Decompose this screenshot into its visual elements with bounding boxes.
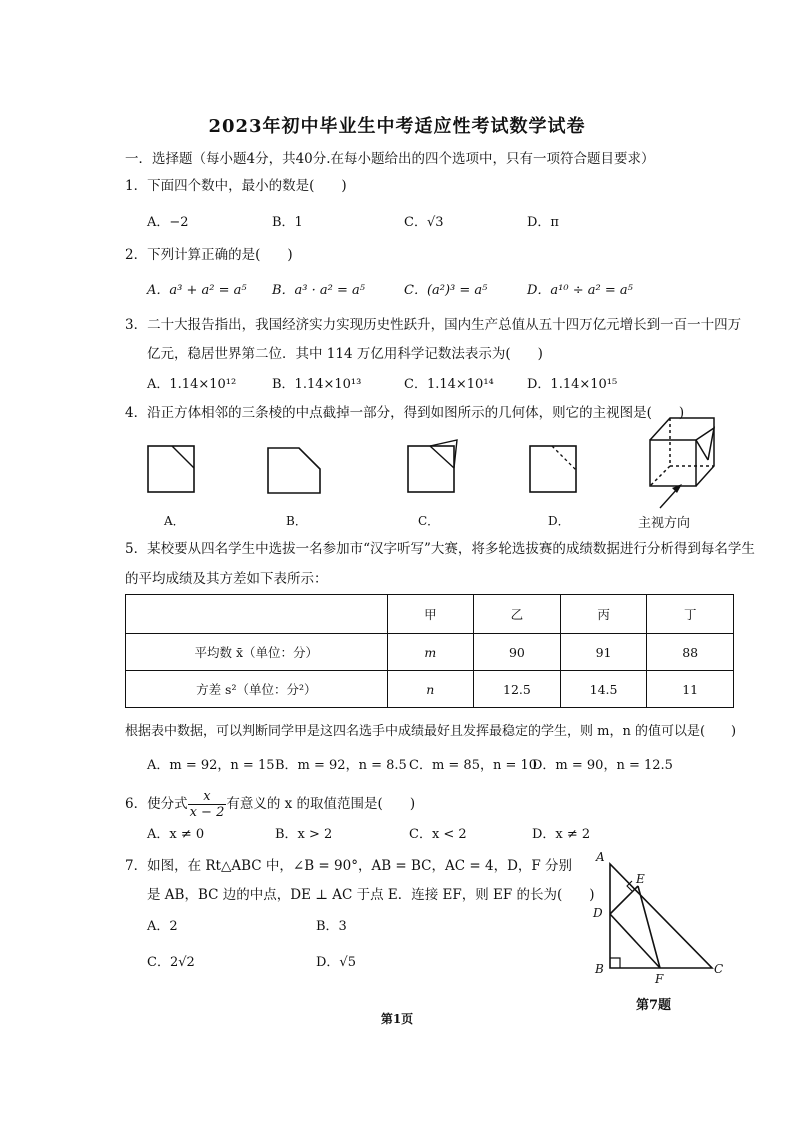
q6-option-d[interactable]: D．x ≠ 2 — [532, 827, 591, 842]
table-header-cell: 甲 — [387, 595, 474, 634]
q3-option-c[interactable]: C．1.14×10¹⁴ — [404, 377, 494, 392]
q2-option-c[interactable]: C．(a²)³ = a⁵ — [404, 283, 488, 298]
q7-stem-line2: 是 AB，BC 边的中点，DE ⊥ AC 于点 E．连接 EF，则 EF 的长为( ) — [147, 887, 595, 903]
q7-option-b[interactable]: B．3 — [316, 919, 347, 934]
q1-option-c[interactable]: C．√3 — [404, 215, 444, 230]
q6-fraction-numerator: x — [188, 789, 227, 805]
table-header-cell: 乙 — [474, 595, 561, 634]
point-label-b: B — [595, 962, 604, 976]
q7-option-a[interactable]: A．2 — [147, 919, 178, 934]
q5-stem-line1: 5．某校要从四名学生中选拔一名参加市“汉字听写”大赛，将多轮选拔赛的成绩数据进行分析得到每名学生 — [125, 541, 755, 557]
page-title: 2023年初中毕业生中考适应性考试数学试卷 — [208, 116, 586, 137]
table-cell: m — [387, 634, 474, 671]
table-header-cell: 丙 — [560, 595, 647, 634]
q6-option-b[interactable]: B．x > 2 — [275, 827, 333, 842]
q2-option-b[interactable]: B．a³ · a² = a⁵ — [272, 283, 365, 298]
view-direction-label: 主视方向 — [638, 516, 691, 531]
q6-option-a[interactable]: A．x ≠ 0 — [147, 827, 205, 842]
q2-option-a[interactable]: A．a³ + a² = a⁵ — [147, 283, 247, 298]
q5-option-c[interactable]: C．m = 85，n = 10 — [409, 758, 538, 773]
table-cell: 90 — [474, 634, 561, 671]
page-number: 第1页 — [380, 1012, 414, 1026]
q3-option-d[interactable]: D．1.14×10¹⁵ — [527, 377, 618, 392]
table-cell: n — [387, 671, 474, 708]
point-label-e: E — [636, 872, 645, 886]
q3-stem-line1: 3．二十大报告指出，我国经济实力实现历史性跃升，国内生产总值从五十四万亿元增长到一百一十四万 — [125, 317, 742, 333]
q1-stem: 1．下面四个数中，最小的数是( ) — [125, 178, 347, 194]
q6-option-c[interactable]: C．x < 2 — [409, 827, 467, 842]
q5-stem-line2: 的平均成绩及其方差如下表所示： — [125, 571, 328, 587]
q6-fraction-denominator: x − 2 — [189, 805, 225, 820]
q7-stem-line1: 7．如图，在 Rt△ABC 中，∠B = 90°，AB = BC，AC = 4，D，F 分别 — [125, 858, 573, 874]
table-cell: 91 — [560, 634, 647, 671]
q5-option-b[interactable]: B．m = 92，n = 8.5 — [275, 758, 407, 773]
q4-label-b: B． — [286, 514, 307, 528]
table-cell: 方差 s²（单位：分²） — [126, 671, 388, 708]
q4-label-c: C． — [418, 514, 440, 528]
q7-option-d[interactable]: D．√5 — [316, 955, 356, 970]
point-label-d: D — [593, 906, 603, 920]
q1-option-a[interactable]: A．−2 — [147, 215, 189, 230]
q4-stem: 4．沿正方体相邻的三条棱的中点截掉一部分，得到如图所示的几何体，则它的主视图是( ) — [125, 405, 685, 421]
q5-after-text: 根据表中数据，可以判断同学甲是这四名选手中成绩最好且发挥最稳定的学生，则 m，n 的值可以是( ) — [125, 724, 737, 739]
point-label-c: C — [714, 962, 724, 976]
q5-option-a[interactable]: A．m = 92，n = 15 — [147, 758, 275, 773]
q1-option-b[interactable]: B．1 — [272, 215, 303, 230]
point-label-a: A — [596, 850, 605, 864]
q3-stem-line2: 亿元，稳居世界第二位．其中 114 万亿用科学记数法表示为( ) — [147, 346, 543, 362]
table-cell: 14.5 — [560, 671, 647, 708]
q2-stem: 2．下列计算正确的是( ) — [125, 247, 293, 263]
q2-option-d[interactable]: D．a¹⁰ ÷ a² = a⁵ — [527, 283, 633, 298]
table-header-cell: 丁 — [647, 595, 734, 634]
q1-option-d[interactable]: D．π — [527, 215, 559, 230]
point-label-f: F — [655, 972, 664, 986]
table-cell: 88 — [647, 634, 734, 671]
q6-suffix: 有意义的 x 的取值范围是( ) — [226, 796, 416, 812]
q5-option-d[interactable]: D．m = 90，n = 12.5 — [532, 758, 673, 773]
q6-prefix: 6．使分式 — [125, 796, 188, 812]
q4-label-d: D． — [548, 514, 570, 528]
q7-option-c[interactable]: C．2√2 — [147, 955, 195, 970]
q3-option-b[interactable]: B．1.14×10¹³ — [272, 377, 362, 392]
table-cell: 12.5 — [474, 671, 561, 708]
section-heading: 一．选择题（每小题4分，共40分.在每小题给出的四个选项中，只有一项符合题目要求） — [125, 151, 655, 167]
q4-label-a: A． — [164, 514, 185, 528]
q3-option-a[interactable]: A．1.14×10¹² — [147, 377, 237, 392]
table-cell: 平均数 x̄（单位：分） — [126, 634, 388, 671]
q7-figure-caption: 第7题 — [636, 998, 672, 1013]
table-cell: 11 — [647, 671, 734, 708]
